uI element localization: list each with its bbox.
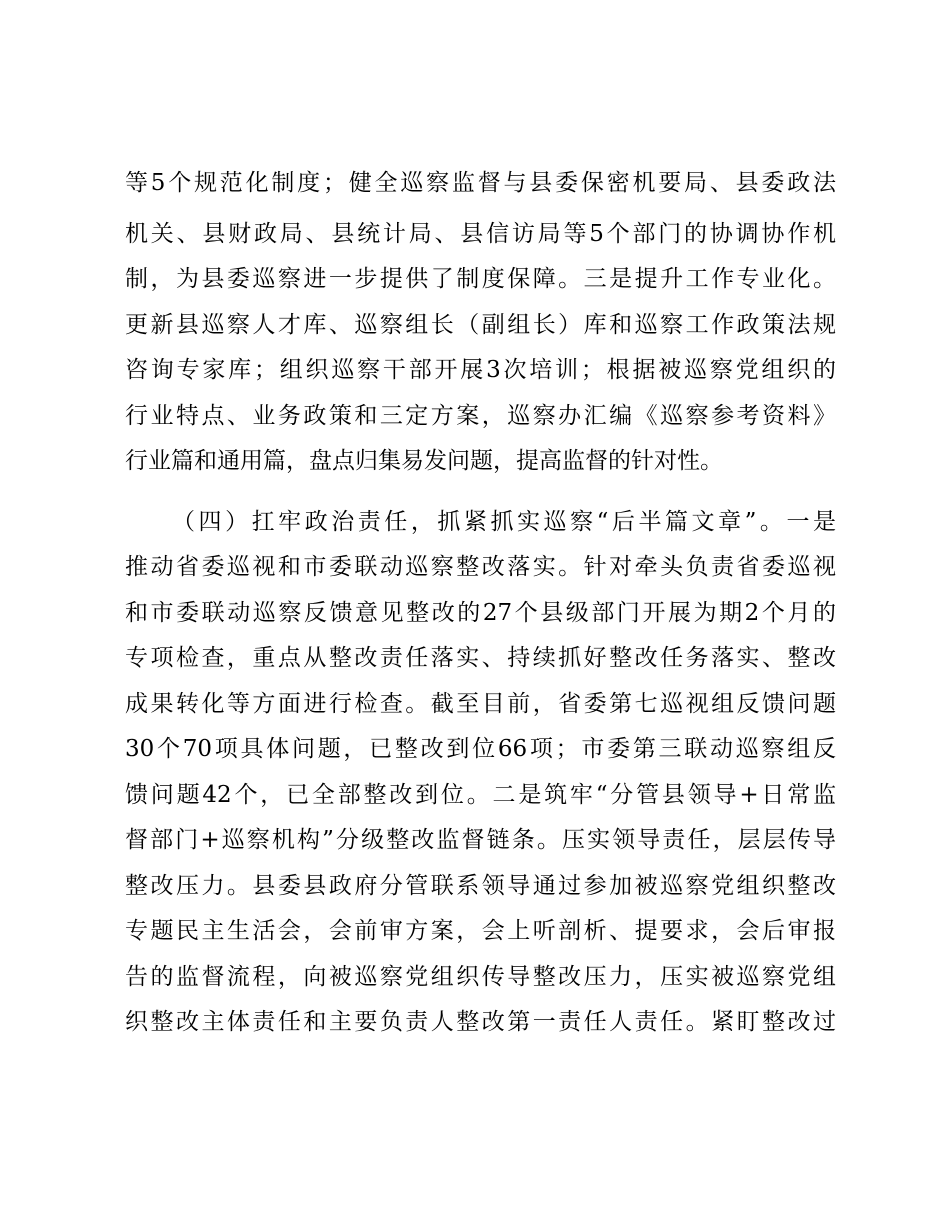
text-line: 等5个规范化制度；健全巡察监督与县委保密机要局、县委政法 — [125, 170, 836, 196]
text-line: 告的监督流程，向被巡察党组织传导整改压力，压实被巡察党组 — [125, 964, 836, 990]
text-line: 行业篇和通用篇，盘点归集易发问题，提高监督的针对性。 — [125, 448, 723, 474]
text-line — [125, 1045, 836, 1091]
text-line: 专题民主生活会，会前审方案，会上听剖析、提要求，会后审报 — [125, 918, 836, 944]
text-line: 督部门+巡察机构”分级整改监督链条。压实领导责任，层层传导 — [125, 827, 836, 853]
text-line: 馈问题42个，已全部整改到位。二是筑牢“分管县领导+日常监 — [125, 782, 836, 808]
text-line: 行业特点、业务政策和三定方案，巡察办汇编《巡察参考资料》 — [125, 403, 836, 429]
text-line: （四）扛牢政治责任，抓紧抓实巡察“后半篇文章”。一是 — [172, 509, 836, 535]
text-line: 和市委联动巡察反馈意见整改的27个县级部门开展为期2个月的 — [125, 600, 836, 626]
text-line: 制，为县委巡察进一步提供了制度保障。三是提升工作专业化。 — [125, 266, 836, 292]
text-line: 织整改主体责任和主要负责人整改第一责任人责任。紧盯整改过 — [125, 1009, 836, 1035]
text-line: 更新县巡察人才库、巡察组长（副组长）库和巡察工作政策法规 — [125, 312, 836, 338]
text-line: 机关、县财政局、县统计局、县信访局等5个部门的协调协作机 — [125, 221, 836, 247]
text-line: 成果转化等方面进行检查。截至目前，省委第七巡视组反馈问题 — [125, 691, 836, 717]
text-line: 推动省委巡视和市委联动巡察整改落实。针对牵头负责省委巡视 — [125, 554, 836, 580]
text-line: 专项检查，重点从整改责任落实、持续抓好整改任务落实、整改 — [125, 645, 836, 671]
text-line: 整改压力。县委县政府分管联系领导通过参加被巡察党组织整改 — [125, 873, 836, 899]
text-line: 30个70项具体问题，已整改到位66项；市委第三联动巡察组反 — [125, 736, 836, 762]
text-line: 咨询专家库；组织巡察干部开展3次培训；根据被巡察党组织的 — [125, 357, 836, 383]
